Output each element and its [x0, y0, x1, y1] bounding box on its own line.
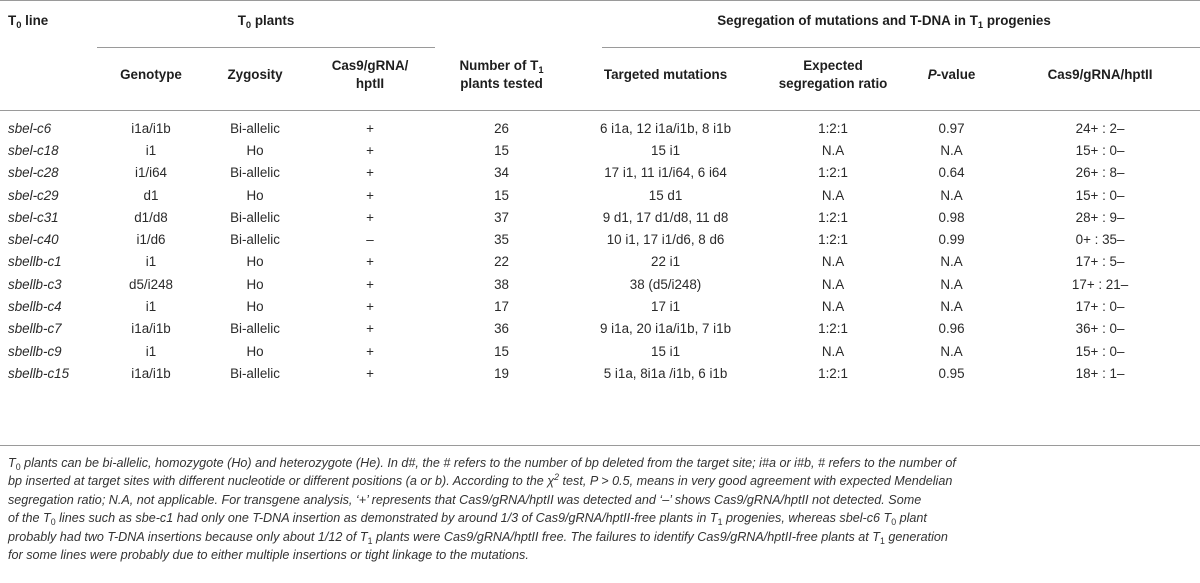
cell-cas9-t0: + [366, 365, 374, 381]
cell-expected-ratio: 1:2:1 [818, 321, 848, 337]
cell-zygosity: Ho [246, 254, 264, 270]
cell-cas9-t1: 15+ : 0– [1075, 343, 1125, 359]
header-row-2 [0, 40, 1200, 109]
table-row [0, 228, 1200, 250]
cell-number-tested: 35 [494, 232, 509, 248]
header-targeted-mutations: Targeted mutations [603, 66, 728, 82]
cell-expected-ratio: 1:2:1 [818, 209, 848, 225]
cell-genotype: i1/d6 [136, 232, 166, 248]
cell-t0-line: sbellb-c3 [8, 276, 62, 292]
table-row [0, 139, 1200, 161]
cell-targeted-mutations: 5 i1a, 8i1a /i1b, 6 i1b [603, 365, 728, 381]
cell-cas9-t1: 17+ : 0– [1075, 299, 1125, 315]
cell-cas9-t0: + [366, 254, 374, 270]
cell-targeted-mutations: 9 i1a, 20 i1a/i1b, 7 i1b [600, 321, 732, 337]
cell-targeted-mutations: 10 i1, 17 i1/d6, 8 d6 [606, 232, 725, 248]
header-p-value: P-value [927, 66, 976, 82]
cell-genotype: i1 [145, 343, 157, 359]
cell-cas9-t1: 36+ : 0– [1075, 321, 1125, 337]
cell-cas9-t0: + [366, 276, 374, 292]
cell-p-value: 0.95 [938, 365, 965, 381]
table-footnote: $T_0$ plants can be bi-allelic, homozygote (Ho) and heterozygote (He). In d#, the # refers to the number of bp deleted from the target site; i#a or i#b, # refers to the number of bp inserted at target sites with different nucleotide or different positions (a or b). According to the $\chi^2$ test, P > 0.5, means in very good agreement with expected Mendelian segregation ratio; N.A, not applicable. For transgene analysis, ‘+’ represents that Cas9/gRNA/hptII was detected and ‘–’ shows Cas9/gRNA/hptII not detected. Some of the $T_0$ lines such as sbe-c1 had only one T-DNA insertion as demonstrated by around 1/3 of Cas9/gRNA/hptII-free plants in $T_1$ progenies, whereas sbel-c6 $T_0$ plant probably had two T-DNA insertions because only about 1/12 of $T_1$ plants were Cas9/gRNA/hptII free. The failures to identify Cas9/gRNA/hptII-free plants at $T_1$ generation for some lines were probably due to either multiple insertions or tight linkage to the mutations. [8, 456, 956, 563]
cell-genotype: i1a/i1b [131, 120, 171, 136]
cell-cas9-t0: + [366, 209, 374, 225]
header-t0-plants: $T_0$ plants [237, 12, 295, 30]
table-row [0, 184, 1200, 206]
cell-t0-line: sbellb-c15 [8, 365, 70, 381]
cell-cas9-t0: + [366, 165, 374, 181]
cell-t0-line: sbellb-c7 [8, 321, 62, 337]
cell-cas9-t1: 0+ : 35– [1075, 232, 1125, 248]
cell-cas9-t0: – [366, 232, 374, 248]
cell-genotype: d1 [143, 187, 159, 203]
cell-p-value: 0.97 [938, 120, 965, 136]
cell-genotype: i1a/i1b [131, 321, 171, 337]
cell-expected-ratio: N.A [821, 142, 845, 158]
cell-number-tested: 36 [494, 321, 509, 337]
cell-p-value: 0.96 [938, 321, 965, 337]
cell-cas9-t0: + [366, 120, 374, 136]
cell-p-value: N.A [940, 254, 963, 270]
cell-cas9-t1: 17+ : 5– [1075, 254, 1125, 270]
cell-targeted-mutations: 17 i1, 11 i1/i64, 6 i64 [604, 165, 727, 181]
cell-p-value: N.A [940, 299, 963, 315]
cell-number-tested: 15 [494, 142, 509, 158]
cell-cas9-t1: 15+ : 0– [1075, 142, 1125, 158]
cell-expected-ratio: N.A [821, 299, 845, 315]
cell-expected-ratio: 1:2:1 [818, 365, 848, 381]
cell-zygosity: Bi-allelic [230, 232, 280, 248]
cell-cas9-t1: 15+ : 0– [1075, 187, 1125, 203]
table-row [0, 318, 1200, 340]
cell-genotype: i1 [145, 254, 157, 270]
cell-expected-ratio: 1:2:1 [818, 232, 848, 248]
cell-cas9-t0: + [366, 142, 374, 158]
cell-genotype: d5/i248 [129, 276, 173, 292]
cell-cas9-t1: 26+ : 8– [1075, 165, 1125, 181]
header-expected-ratio: Expected segregation ratio [778, 57, 888, 91]
table-row [0, 251, 1200, 273]
cell-expected-ratio: N.A [821, 276, 845, 292]
cell-cas9-t1: 28+ : 9– [1075, 209, 1125, 225]
cell-number-tested: 15 [494, 187, 509, 203]
cell-t0-line: sbel-c31 [8, 209, 59, 225]
cell-genotype: i1 [145, 142, 157, 158]
cell-number-tested: 19 [494, 365, 509, 381]
cell-p-value: 0.99 [938, 232, 965, 248]
cell-zygosity: Ho [246, 142, 264, 158]
cell-expected-ratio: N.A [821, 187, 845, 203]
cell-zygosity: Ho [246, 276, 264, 292]
cell-genotype: i1/i64 [134, 165, 167, 181]
cell-cas9-t1: 24+ : 2– [1075, 120, 1125, 136]
cell-expected-ratio: N.A [821, 254, 845, 270]
cell-t0-line: sbellb-c9 [8, 343, 62, 359]
cell-targeted-mutations: 38 (d5/i248) [629, 276, 702, 292]
cell-zygosity: Ho [246, 299, 264, 315]
table-row [0, 206, 1200, 228]
cell-targeted-mutations: 6 i1a, 12 i1a/i1b, 8 i1b [600, 120, 732, 136]
header-number-tested: Number of $T_1$ plants tested [459, 57, 544, 91]
cell-t0-line: sbel-c18 [8, 142, 59, 158]
cell-expected-ratio: 1:2:1 [818, 120, 848, 136]
cell-p-value: N.A [940, 343, 963, 359]
table-row [0, 162, 1200, 184]
cell-genotype: d1/d8 [134, 209, 168, 225]
cell-t0-line: sbellb-c1 [8, 254, 62, 270]
cell-targeted-mutations: 15 d1 [648, 187, 683, 203]
cell-p-value: N.A [940, 142, 963, 158]
cell-zygosity: Bi-allelic [230, 209, 280, 225]
table-row [0, 109, 1200, 139]
cell-t0-line: sbel-c40 [8, 232, 59, 248]
cell-zygosity: Bi-allelic [230, 165, 280, 181]
table-row [0, 340, 1200, 362]
cell-cas9-t0: + [366, 299, 374, 315]
cell-p-value: N.A [940, 187, 963, 203]
cell-p-value: 0.64 [938, 165, 965, 181]
cell-genotype: i1 [145, 299, 157, 315]
header-t0-line: $T_0$ line [8, 12, 49, 30]
header-cas9-t0: Cas9/gRNA/ hptII [331, 57, 409, 91]
header-zygosity: Zygosity [227, 66, 283, 82]
cell-zygosity: Bi-allelic [230, 365, 280, 381]
cell-p-value: N.A [940, 276, 963, 292]
cell-t0-line: sbel-c6 [8, 120, 52, 136]
table-row [0, 273, 1200, 295]
cell-number-tested: 37 [494, 209, 509, 225]
cell-number-tested: 17 [494, 299, 509, 315]
cell-expected-ratio: 1:2:1 [818, 165, 848, 181]
table-row [0, 362, 1200, 384]
bottom-rule [0, 445, 1200, 446]
cell-zygosity: Ho [246, 187, 264, 203]
cell-zygosity: Ho [246, 343, 264, 359]
cell-genotype: i1a/i1b [131, 365, 171, 381]
table-row [0, 295, 1200, 317]
cell-targeted-mutations: 17 i1 [651, 299, 681, 315]
cell-number-tested: 34 [494, 165, 509, 181]
cell-t0-line: sbellb-c4 [8, 299, 62, 315]
cell-t0-line: sbel-c28 [8, 165, 59, 181]
cell-cas9-t0: + [366, 321, 374, 337]
header-cas9-t1: Cas9/gRNA/hptII [1047, 66, 1153, 82]
cell-targeted-mutations: 15 i1 [651, 142, 681, 158]
cell-expected-ratio: N.A [821, 343, 845, 359]
cell-number-tested: 22 [494, 254, 509, 270]
cell-number-tested: 15 [494, 343, 509, 359]
cell-number-tested: 38 [494, 276, 509, 292]
cell-zygosity: Bi-allelic [230, 120, 280, 136]
cell-targeted-mutations: 15 i1 [651, 343, 681, 359]
cell-cas9-t0: + [366, 187, 374, 203]
cell-targeted-mutations: 22 i1 [651, 254, 681, 270]
cell-number-tested: 26 [494, 120, 509, 136]
cell-zygosity: Bi-allelic [230, 321, 280, 337]
cell-targeted-mutations: 9 d1, 17 d1/d8, 11 d8 [602, 209, 729, 225]
cell-cas9-t1: 18+ : 1– [1075, 365, 1125, 381]
cell-cas9-t1: 17+ : 21– [1071, 276, 1129, 292]
header-segregation: Segregation of mutations and T-DNA in $T_1$ progenies [717, 12, 1051, 30]
header-genotype: Genotype [120, 66, 182, 82]
cell-p-value: 0.98 [938, 209, 965, 225]
table-body [0, 109, 1200, 385]
cell-cas9-t0: + [366, 343, 374, 359]
cell-t0-line: sbel-c29 [8, 187, 59, 203]
header-row-1 [0, 0, 1200, 40]
